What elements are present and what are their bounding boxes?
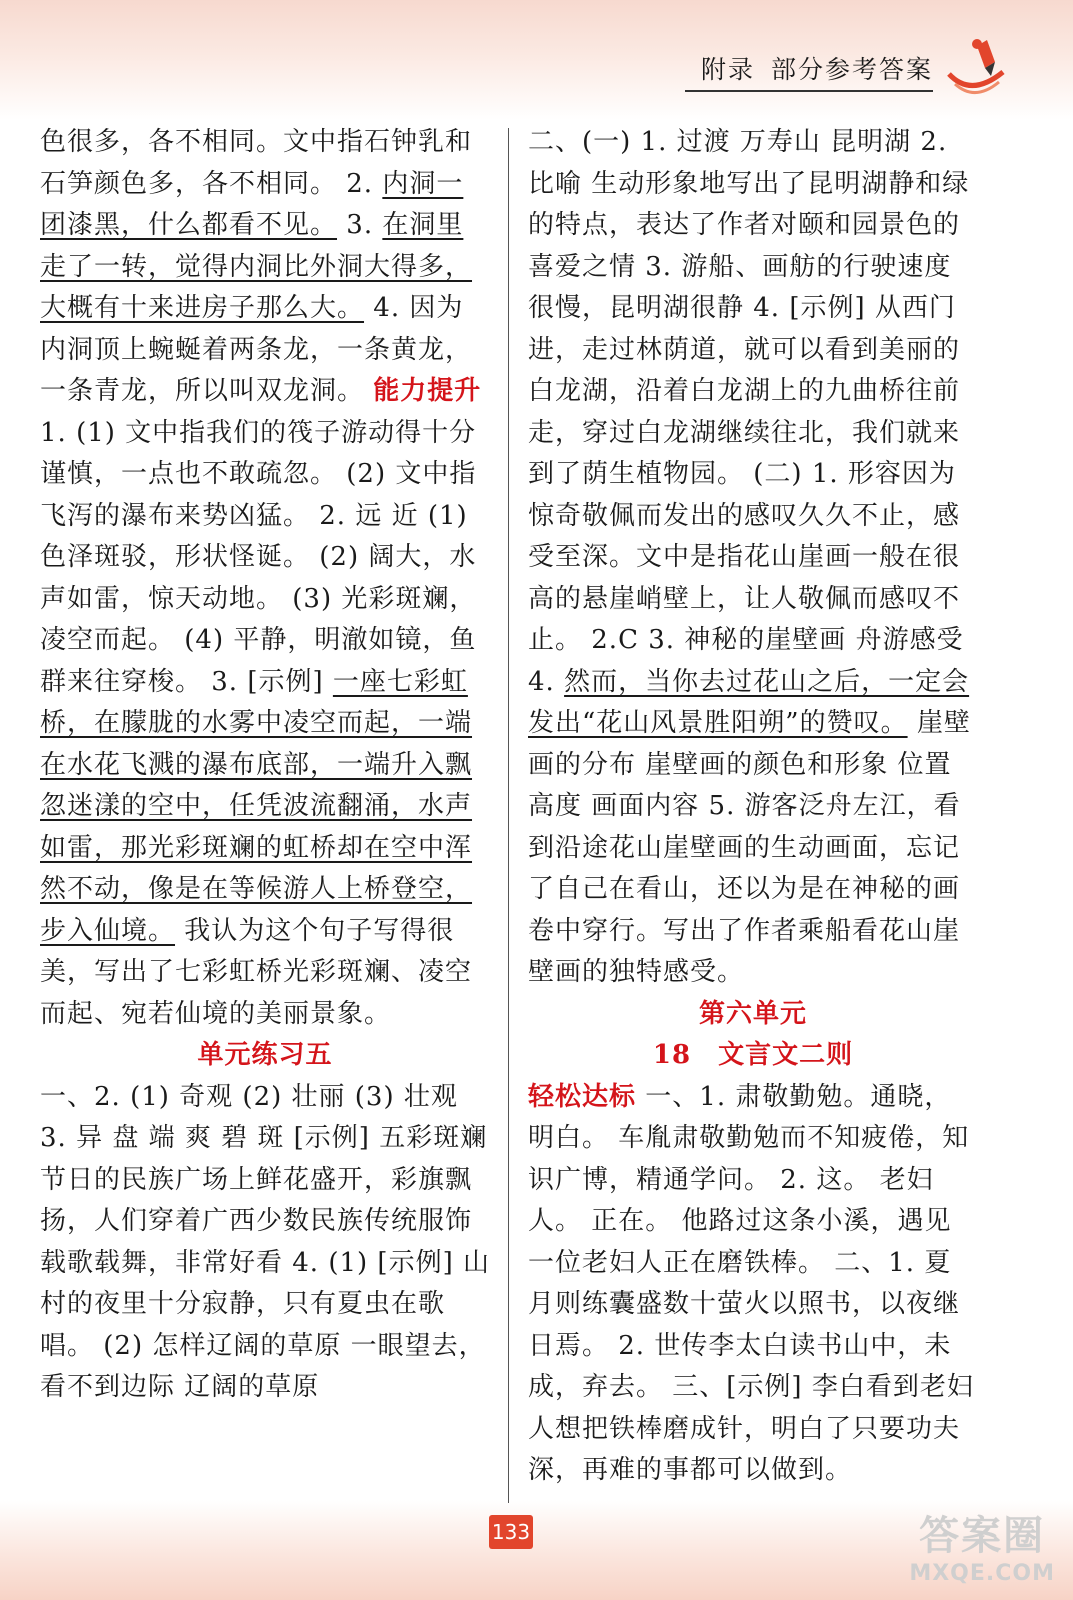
answer-text: 一、2. (1) 奇观 (2) 壮丽 (3) 壮观 3. 异 盘 端 爽 碧 斑 [示例] 五彩斑斓 节日的民族广场上鲜花盛开，彩旗飘扬，人们穿着广西少数民族传统服饰载歌载舞，非常好看 4. (1) [示例] 山村的夜里十分寂静，只有夏虫在歌唱。 (2) 怎样辽阔的草原 一眼望去，看不到边际 辽阔的草原 <box>40 1081 490 1402</box>
left-column <box>40 122 490 1409</box>
answer-text: 二、(一) 1. 过渡 万寿山 昆明湖 2. 比喻 生动形象地写出了昆明湖静和绿的特点，表达了作者对颐和园景色的喜爱之情 3. 游船、画舫的行驶速度很慢，昆明湖很静 4. [示例] 从西门进，走过林荫道，就可以看到美丽的白龙湖，沿着白龙湖上的九曲桥往前走，穿过白龙湖继续往北，我们就来到了荫生植物园。 (二) 1. 形容因为惊奇敬佩而发出的感叹久久不止，感受至深。文中是指花山崖画一般在很高的悬崖峭壁上，让人敬佩而感叹不止。 2.C 3. 神秘的崖壁画 舟游感受 4. <box>528 127 970 697</box>
right-text-block <box>528 122 978 994</box>
section-heading-ability: 能力提升 <box>373 376 482 406</box>
answer-text: 一、1. 肃敬勤勉。通晓，明白。 车胤肃敬勤勉而不知疲倦，知识广博，精通学问。 2. 这。 老妇人。 正在。 他路过这条小溪，遇见一位老妇人正在磨铁棒。 二、1. 夏月则练囊盛数十萤火以照书，以夜继日焉。 2. 世传李太白读书山中，未成，弃去。 三、[示例] 李白看到老妇人想把铁棒磨成针，明白了只要功夫深，再难的事都可以做到。 <box>528 1081 974 1485</box>
underlined-answer: 内洞一团漆黑，什么都看不见。 <box>40 168 464 240</box>
section-heading-easy: 轻松达标 <box>528 1081 637 1112</box>
left-text-block <box>40 122 490 413</box>
right-text-block <box>528 994 978 1077</box>
answer-text: 我认为这个句子写得很美，写出了七彩虹桥光彩斑斓、凌空而起、宛若仙境的美丽景象。 <box>40 915 473 1029</box>
answer-text: 3. <box>337 210 383 240</box>
pencil-logo-icon <box>941 32 1011 102</box>
answer-text: 4. 因为内洞顶上蜿蜒着两条龙，一条黄龙，一条青龙，所以叫双龙洞。 <box>40 293 473 406</box>
header-appendix: 附录 <box>700 55 755 84</box>
section-heading-unit5: 单元练习五 <box>197 1040 333 1070</box>
left-text-block <box>40 1077 490 1409</box>
answer-text: 崖壁画的分布 崖壁画的颜色和形象 位置高度 画面内容 5. 游客泛舟左江，看到沿途花山崖壁画的生动画面，忘记了自己在看山，还以为是在神秘的画卷中穿行。写出了作者乘船看花山崖壁画的独特感受。 <box>528 708 971 987</box>
left-text-block <box>40 1035 490 1077</box>
underlined-answer: 然而，当你去过花山之后，一定会发出“花山风景胜阳朔”的赞叹。 <box>528 666 970 738</box>
left-text-block <box>40 413 490 1036</box>
watermark <box>909 1504 1055 1586</box>
page-header <box>685 50 933 92</box>
answer-text: 色很多，各不相同。文中指石钟乳和石笋颜色多，各不相同。 2. <box>40 127 473 199</box>
answer-text: 1. (1) 文中指我们的筏子游动得十分谨慎，一点也不敢疏忽。 (2) 文中指飞泻的瀑布来势凶猛。 2. 远 近 (1) 色泽斑驳，形状怪诞。 (2) 阔大，水声如雷，惊天动地。 (3) 光彩斑斓，凌空而起。 (4) 平静，明澈如镜，鱼群来往穿梭。 3. [示例] <box>40 417 477 697</box>
watermark-main: 答案圈 <box>919 1513 1046 1559</box>
right-column <box>528 122 978 1492</box>
page-number: 133 <box>489 1515 533 1549</box>
watermark-url: MXQE.COM <box>909 1561 1055 1586</box>
underlined-answer: 在洞里走了一转，觉得内洞比外洞大得多，大概有十来进房子那么大。 <box>40 210 473 323</box>
underlined-answer: 一座七彩虹桥，在朦胧的水雾中凌空而起，一端在水花飞溅的瀑布底部，一端升入飘忽迷漾的空中，任凭波流翻涌，水声如雷，那光彩斑斓的虹桥却在空中浑然不动，像是在等候游人上桥登空，步入仙境。 <box>40 666 473 946</box>
lesson-heading: 18 文言文二则 <box>652 1040 854 1070</box>
right-text-block <box>528 1077 978 1492</box>
unit-heading: 第六单元 <box>698 998 807 1029</box>
header-answers: 部分参考答案 <box>770 55 933 84</box>
column-divider <box>508 128 509 1503</box>
